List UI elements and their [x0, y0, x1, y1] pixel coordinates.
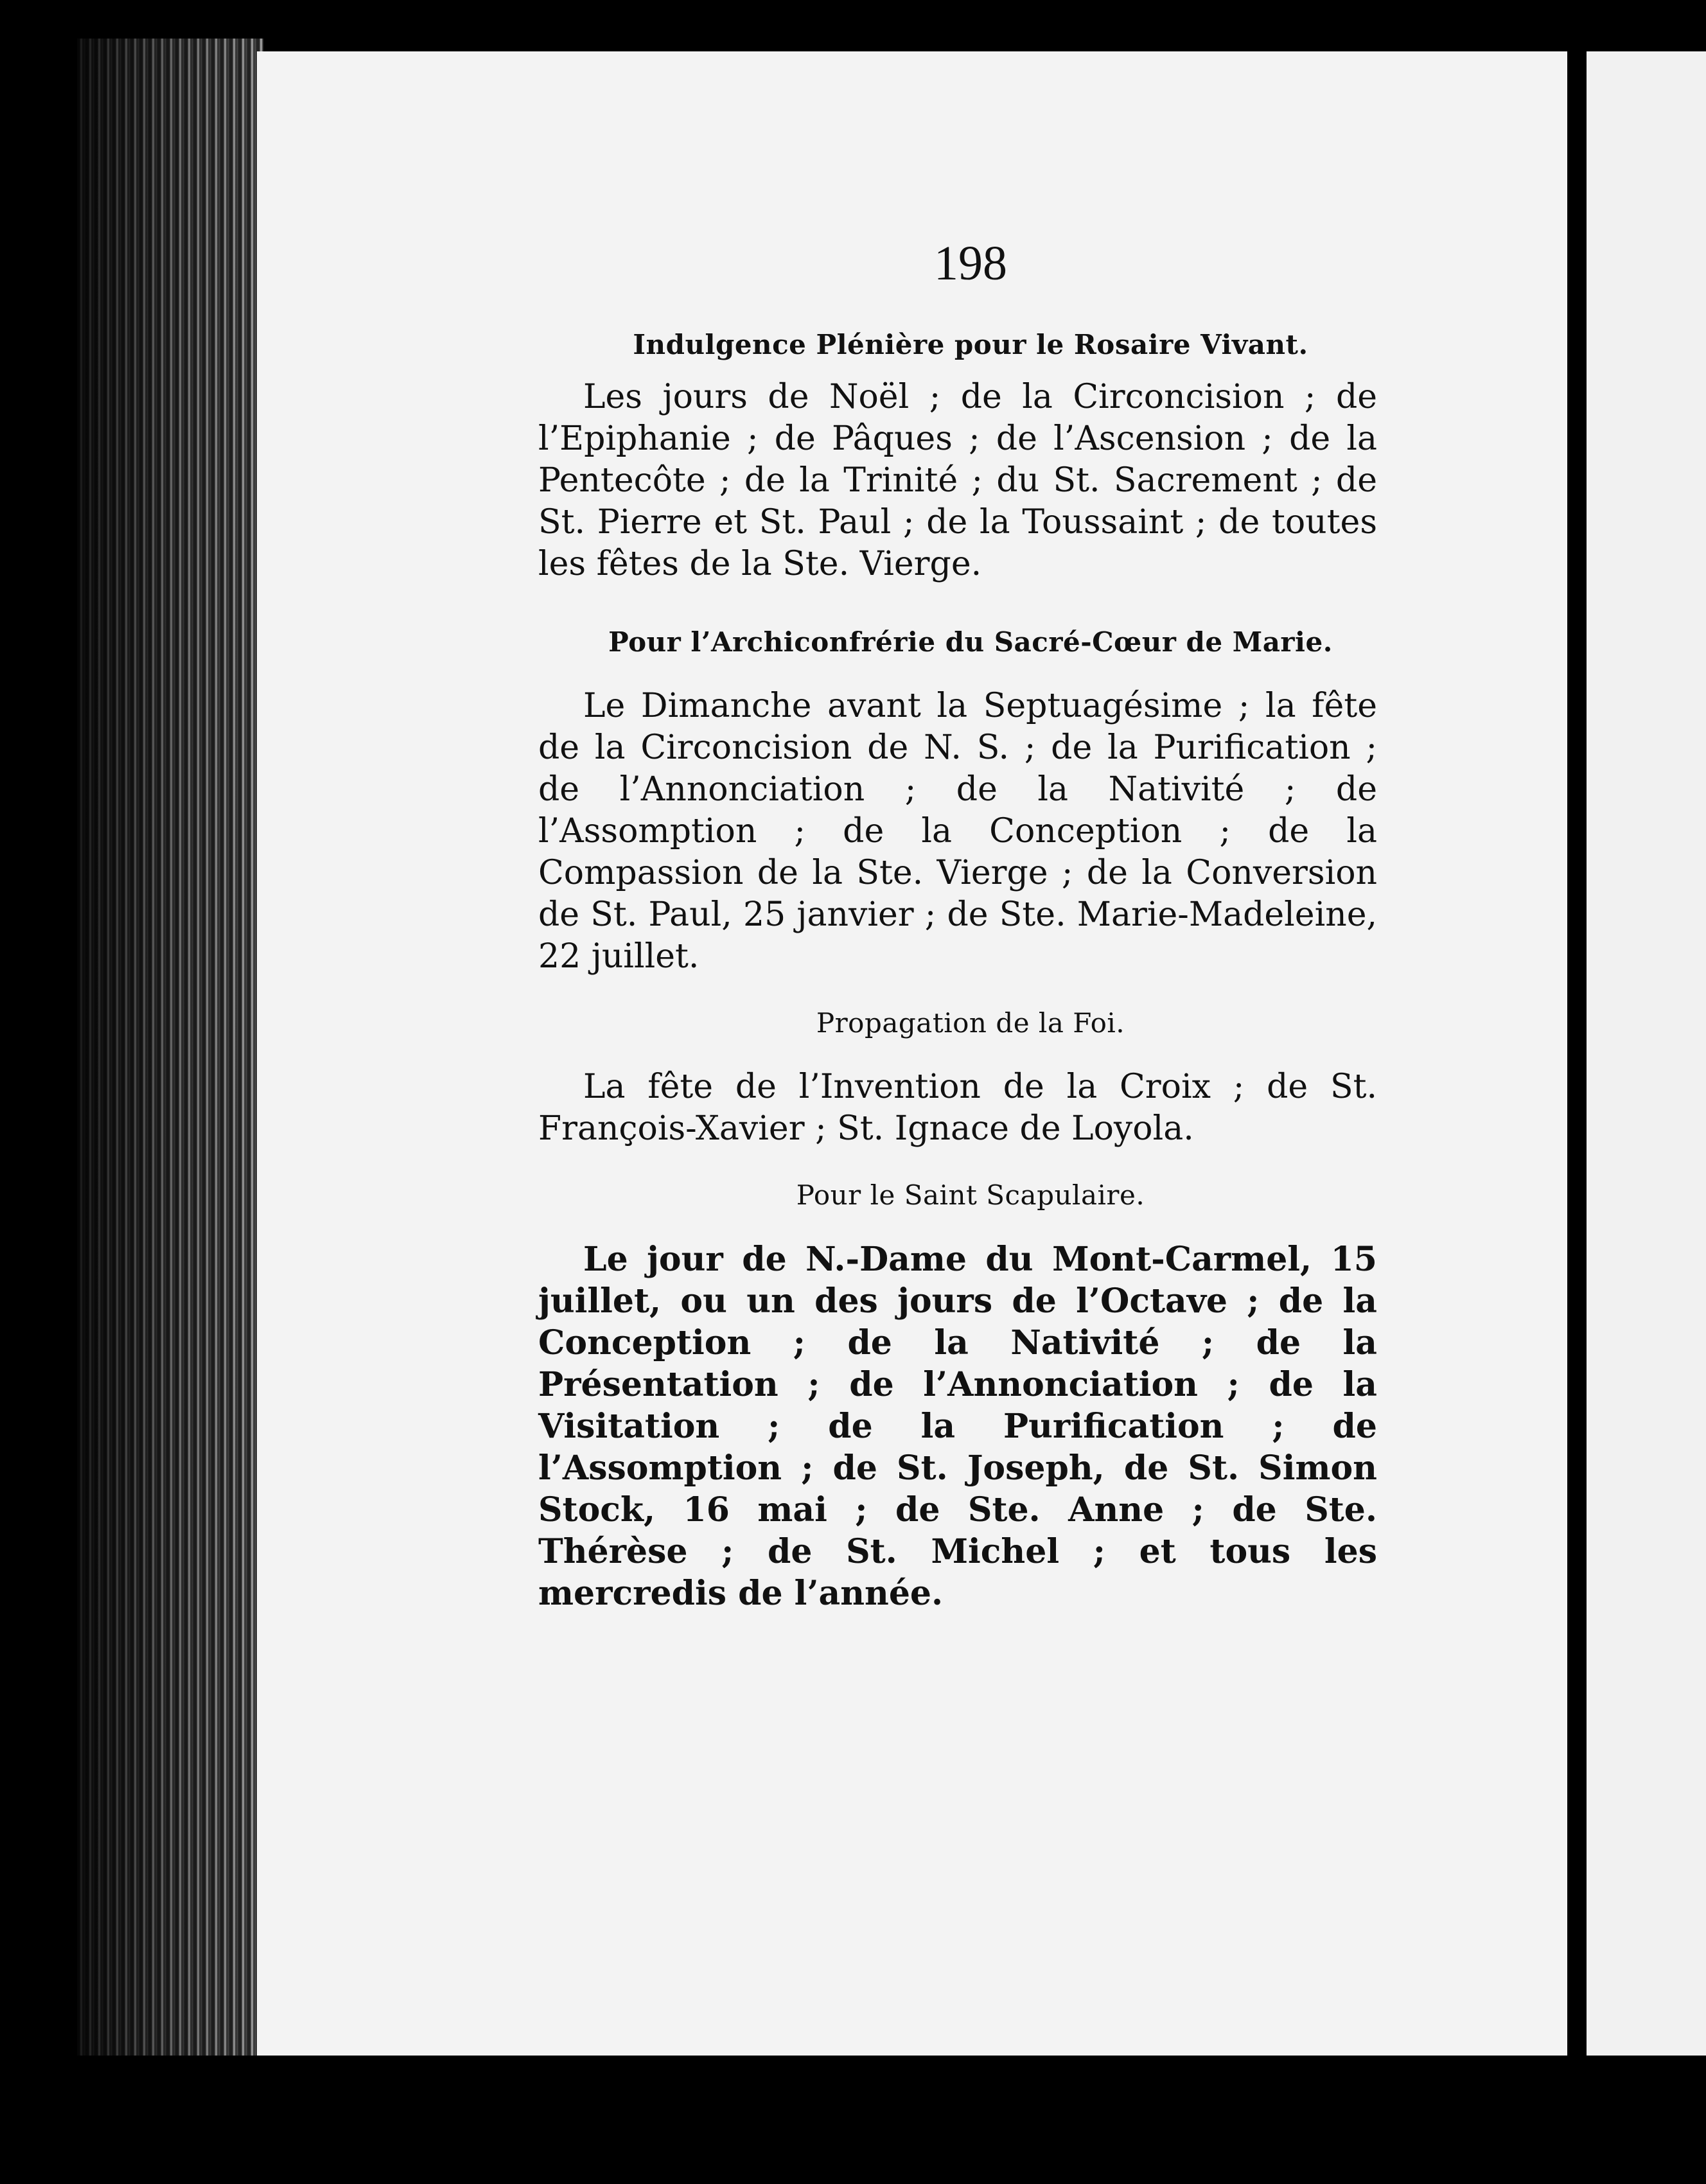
page-number: 198	[934, 236, 1007, 290]
section-text-archiconfrerie: Le Dimanche avant la Septuagésime ; la fête de la Circoncision de N. S. ; de la Purification ; de l’Annonciation ; de la Nativité ; de l’Assomption ; de la Conception ; de la Compassion de la Ste. Vierge ; de la Conversion de St. Paul, 25 janvier ; de Ste. Marie-Madeleine, 22 juillet.	[538, 687, 1377, 976]
page-content	[538, 238, 1377, 1642]
section-text-propagation: La fête de l’Invention de la Croix ; de St. François-Xavier ; St. Ignace de Loyola.	[538, 1068, 1377, 1148]
section-text-scapulaire: Le jour de N.-Dame du Mont-Carmel, 15 juillet, ou un des jours de l’Octave ; de la Conception ; de la Nativité ; de la Présentation ; de l’Annonciation ; de la Visitation ; de la Purification ; de l’Assomption ; de St. Joseph, de St. Simon Stock, 16 mai ; de Ste. Anne ; de Ste. Thérèse ; de St. Michel ; et tous les mercredis de l’année.	[538, 1240, 1377, 1613]
section-heading-rosaire: Indulgence Plénière pour le Rosaire Vivant.	[633, 329, 1308, 360]
section-text-rosaire: Les jours de Noël ; de la Circoncision ; de l’Epiphanie ; de Pâques ; de l’Ascension ; de la Pentecôte ; de la Trinité ; du St. Sacrement ; de St. Pierre et St. Paul ; de la Toussaint ; de toutes les fêtes de la Ste. Vierge.	[538, 378, 1377, 583]
section-heading-scapulaire: Pour le Saint Scapulaire.	[796, 1179, 1145, 1211]
page-gutter	[1567, 45, 1587, 2068]
book-edge-shadow	[77, 39, 263, 2056]
section-heading-propagation: Propagation de la Foi.	[816, 1007, 1125, 1039]
facing-page-edge	[1587, 51, 1706, 2056]
section-heading-archiconfrerie: Pour l’Archiconfrérie du Sacré-Cœur de Marie.	[608, 626, 1333, 658]
